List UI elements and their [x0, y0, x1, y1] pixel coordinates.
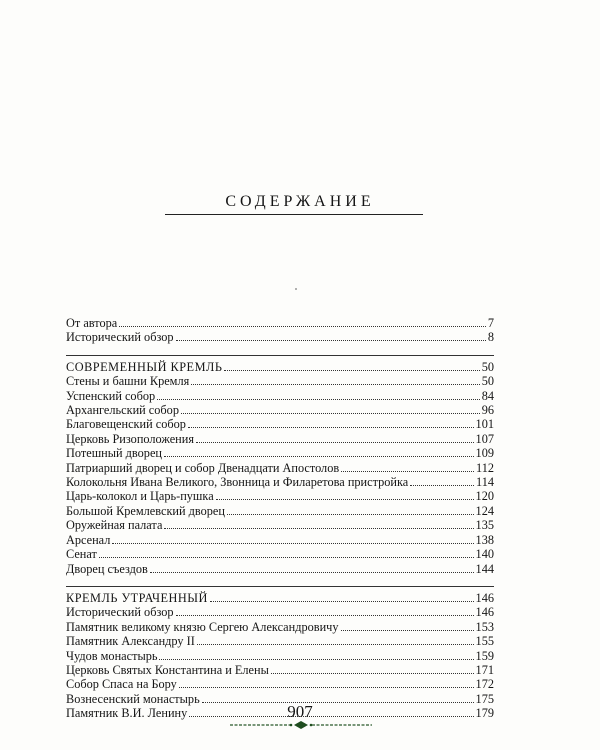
toc-entry-page: 155: [475, 634, 494, 649]
toc-entry-title: Большой Кремлевский дворец: [66, 503, 225, 518]
dot-leader: [191, 375, 479, 385]
toc-entry: [66, 620, 494, 634]
dot-leader: [210, 592, 474, 602]
dot-leader: [224, 361, 479, 371]
dot-leader: [119, 317, 486, 327]
toc-entry: [66, 605, 494, 619]
toc-entry-page: 138: [475, 532, 494, 547]
toc-entry-page: 159: [475, 648, 494, 663]
dot-leader: [179, 678, 474, 688]
title-underline: [165, 214, 423, 215]
toc-entry: [66, 518, 494, 532]
toc-entry-title: Архангельский собор: [66, 403, 179, 418]
toc-entry-title: Успенский собор: [66, 388, 156, 403]
toc-entry: [66, 316, 494, 330]
toc-entry-page: 50: [481, 374, 494, 389]
toc-entry-page: 179: [475, 706, 494, 721]
toc-entry: [66, 330, 494, 344]
dot-leader: [150, 563, 474, 573]
toc-entry: [66, 663, 494, 677]
toc-entry: [66, 547, 494, 561]
toc-entry-page: 84: [481, 388, 494, 403]
toc-entry-page: 8: [487, 330, 494, 345]
toc-entry-page: 7: [487, 316, 494, 330]
dot-leader: [271, 664, 474, 674]
page-number: 907: [287, 702, 313, 721]
toc-entry-page: 153: [475, 619, 494, 634]
toc-entry-title: КРЕМЛЬ УТРАЧЕННЫЙ: [66, 590, 208, 605]
toc-entry-title: Памятник великому князю Сергею Александровичу: [66, 619, 339, 634]
ink-speck: [295, 288, 297, 290]
dot-leader: [112, 534, 473, 544]
dot-leader: [410, 476, 474, 486]
dot-leader: [196, 433, 474, 443]
toc-entry-title: Чудов монастырь: [66, 648, 158, 663]
toc-entry-title: Памятник Александру II: [66, 634, 195, 649]
toc-entry: [66, 649, 494, 663]
toc-entry-page: 144: [475, 561, 494, 576]
toc-entry-title: Исторический обзор: [66, 330, 174, 345]
dot-leader: [181, 404, 480, 414]
toc-entry-title: Потешный дворец: [66, 446, 162, 461]
toc-entry-title: Благовещенский собор: [66, 417, 186, 432]
toc-entry-page: 114: [476, 475, 494, 490]
toc-entry-title: СОВРЕМЕННЫЙ КРЕМЛЬ: [66, 359, 223, 374]
page-title: СОДЕРЖАНИЕ: [225, 193, 375, 210]
toc-entry-title: Сенат: [66, 547, 97, 562]
dot-leader: [176, 606, 474, 616]
toc-entry-page: 172: [475, 677, 494, 692]
toc-entry: [66, 562, 494, 576]
toc-entry-page: 120: [475, 489, 494, 504]
toc-entry-title: Собор Спаса на Бору: [66, 677, 177, 692]
toc-entry-page: 124: [475, 503, 494, 518]
toc-entry-title: Церковь Ризоположения: [66, 431, 194, 446]
dot-leader: [164, 447, 474, 457]
dot-leader: [188, 418, 474, 428]
toc-entry-title: Арсенал: [66, 532, 111, 547]
toc-entry: [66, 360, 494, 374]
toc-entry-title: Дворец съездов: [66, 561, 148, 576]
toc-entry-title: От автора: [66, 316, 118, 330]
toc-section: [66, 586, 494, 721]
ornament-divider: [228, 719, 374, 731]
toc-entry-title: Царь-колокол и Царь-пушка: [66, 489, 214, 504]
toc-entry: [66, 591, 494, 605]
toc-entry-title: Стены и башни Кремля: [66, 374, 190, 389]
dot-leader: [227, 505, 474, 515]
toc-entry: [66, 533, 494, 547]
toc-entry-title: Колокольня Ивана Великого, Звонница и Филаретова пристройка: [66, 475, 409, 490]
toc-entry-page: 50: [481, 359, 494, 374]
toc-entry-title: Патриарший дворец и собор Двенадцати Апостолов: [66, 460, 340, 475]
toc-entry-page: 146: [475, 590, 494, 605]
dot-leader: [341, 462, 474, 472]
table-of-contents: [66, 316, 494, 721]
toc-entry-title: Вознесенский монастырь: [66, 691, 200, 706]
toc-entry: [66, 417, 494, 431]
dot-leader: [176, 331, 486, 341]
toc-entry-page: 140: [475, 547, 494, 562]
toc-entry-page: 109: [475, 446, 494, 461]
toc-entry: [66, 389, 494, 403]
toc-entry-page: 135: [475, 518, 494, 533]
toc-entry: [66, 461, 494, 475]
dot-leader: [216, 490, 474, 500]
toc-entry: [66, 403, 494, 417]
toc-entry: [66, 489, 494, 503]
toc-entry-page: 146: [475, 605, 494, 620]
toc-entry-title: Оружейная палата: [66, 518, 163, 533]
toc-entry-page: 107: [475, 431, 494, 446]
dot-leader: [164, 519, 473, 529]
toc-entry-page: 101: [475, 417, 494, 432]
dot-leader: [157, 390, 480, 400]
toc-entry: [66, 504, 494, 518]
toc-entry-page: 96: [481, 403, 494, 418]
toc-entry-page: 171: [475, 662, 494, 677]
toc-entry: [66, 432, 494, 446]
dot-leader: [159, 650, 473, 660]
dot-leader: [341, 621, 474, 631]
toc-entry: [66, 475, 494, 489]
toc-entry: [66, 677, 494, 691]
toc-entry-page: 112: [476, 460, 494, 475]
toc-entry-title: Памятник В.И. Ленину: [66, 706, 188, 721]
toc-entry: [66, 374, 494, 388]
toc-entry-title: Исторический обзор: [66, 605, 174, 620]
toc-entry: [66, 446, 494, 460]
dot-leader: [197, 635, 474, 645]
toc-entry-title: Церковь Святых Константина и Елены: [66, 662, 269, 677]
toc-section: [66, 355, 494, 576]
toc-entry-page: 175: [475, 691, 494, 706]
toc-section: [66, 316, 494, 345]
toc-entry: [66, 634, 494, 648]
dot-leader: [99, 548, 474, 558]
